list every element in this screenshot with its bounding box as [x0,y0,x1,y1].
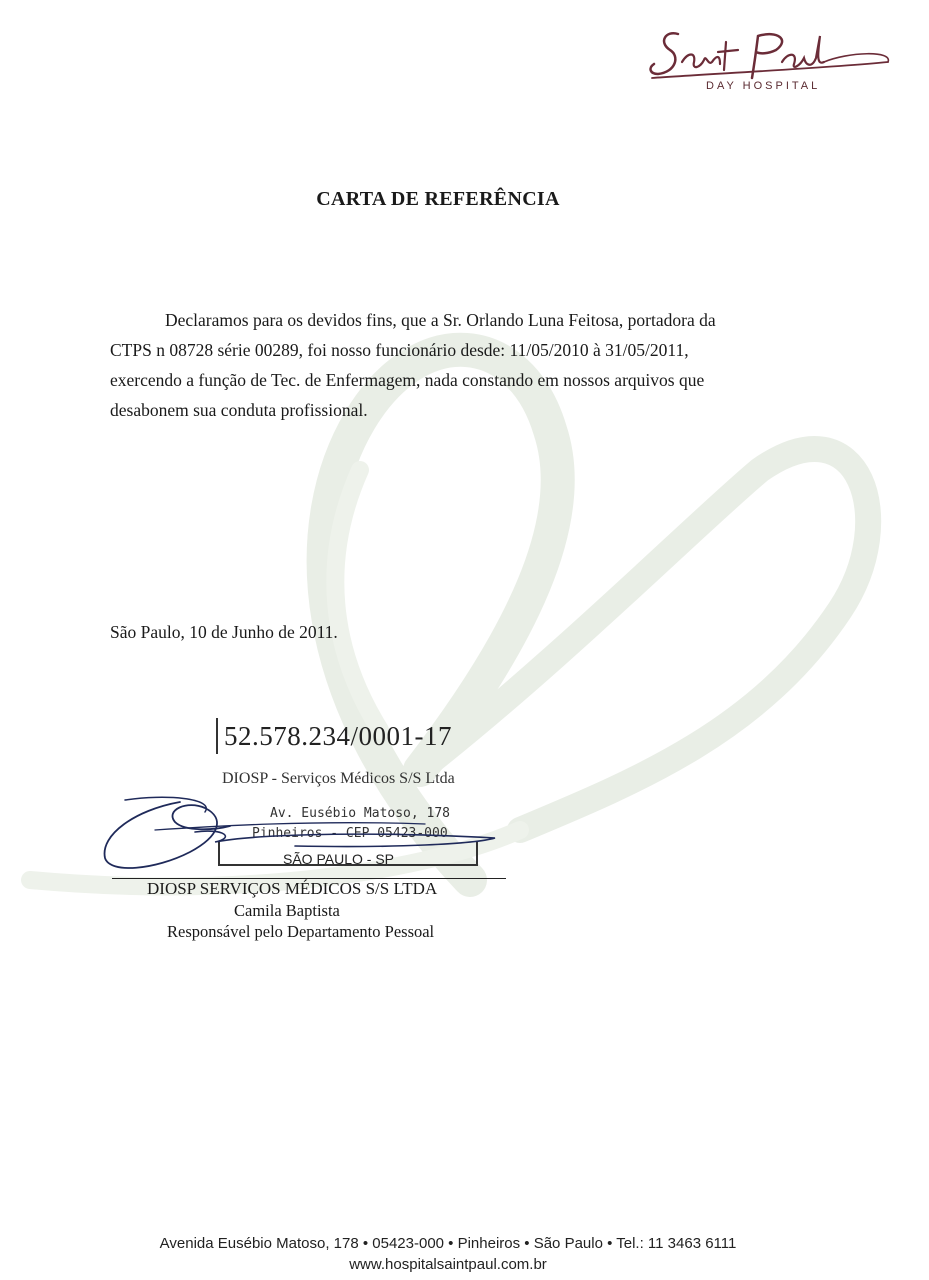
stamp-address-line: Av. Eusébio Matoso, 178 [270,806,451,821]
stamp-company-name: DIOSP - Serviços Médicos S/S Ltda [222,770,455,787]
paragraph-line: Declaramos para os devidos fins, que a Sr. Orlando Luna Feitosa, portadora da [165,310,716,330]
document-title: CARTA DE REFERÊNCIA [316,188,560,210]
logo-subtitle: DAY HOSPITAL [706,80,821,92]
paragraph-line: desabonem sua conduta profissional. [110,400,368,420]
stamp-address-line: Pinheiros - CEP 05423-000 [252,826,448,841]
footer-website: www.hospitalsaintpaul.com.br [349,1256,547,1273]
paragraph-line: exercendo a função de Tec. de Enfermagem, nada constando em nossos arquivos que [110,370,705,390]
date-line: São Paulo, 10 de Junho de 2011. [110,622,338,642]
signatory-role: Responsável pelo Departamento Pessoal [167,922,435,941]
stamp-cnpj: 52.578.234/0001-17 [216,718,452,754]
signatory-company: DIOSP SERVIÇOS MÉDICOS S/S LTDA [147,879,438,898]
handwritten-signature [95,790,515,880]
signatory-name: Camila Baptista [234,901,340,920]
footer-address: Avenida Eusébio Matoso, 178 • 05423-000 • Pinheiros • São Paulo • Tel.: 11 3463 6111 [159,1235,737,1252]
saint-paul-logo [648,22,898,102]
stamp-city: SÃO PAULO - SP [283,851,394,867]
reference-paragraph [110,305,750,425]
paragraph-line: CTPS n 08728 série 00289, foi nosso funcionário desde: 11/05/2010 à 31/05/2011, [110,340,689,360]
